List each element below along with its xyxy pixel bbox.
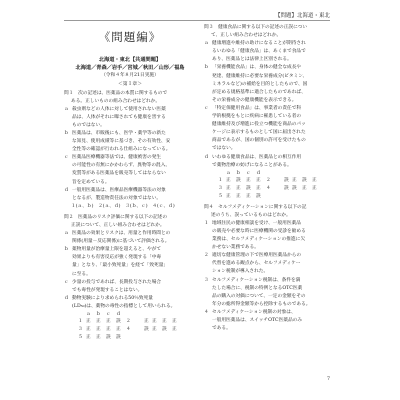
answer-cell: 正 <box>96 319 101 325</box>
answer-choices: １(ａ、ｂ) ２(ａ、ｄ) ３(ｂ、ｃ) ４(ｃ、ｄ) <box>71 203 175 209</box>
answer-cell: ５ <box>78 335 83 341</box>
option-d <box>204 154 330 170</box>
answer-cell: 誤 <box>302 177 307 183</box>
option-b <box>64 130 196 154</box>
question-2 <box>64 214 196 342</box>
answer-cell: 正 <box>236 185 241 191</box>
chapter-label: ＜第１章＞ <box>118 81 142 87</box>
option-mark: ２ <box>204 253 209 259</box>
option-text: 量」となり、「最小致死量」を経て「致死量」 <box>72 263 169 269</box>
answer-col-label: ｄ <box>256 170 261 176</box>
option-a <box>64 106 196 130</box>
option-mark: ｃ <box>64 155 69 161</box>
question-3 <box>204 24 330 201</box>
answer-cell: 誤 <box>116 335 121 341</box>
answer-cell: 正 <box>172 327 177 333</box>
answer-cell: 誤 <box>292 185 297 191</box>
option-text: 一般用医薬品は、医療品医療機器等法の対象 <box>72 187 166 193</box>
option-c <box>64 279 196 295</box>
question-stem: 正誤について、正しい組み合わせはどれか。 <box>71 223 165 228</box>
option-text: 学的根拠をもとに疾病に罹患している者の <box>212 114 302 120</box>
answer-cell: ３ <box>218 185 223 191</box>
answer-cell: 正 <box>256 185 261 191</box>
answer-col-label: ｄ <box>116 312 121 318</box>
answer-cell: ５ <box>218 193 223 199</box>
answer-col-label: ａ <box>226 170 231 176</box>
option-text: 効果よりも有害反応が強く発現する「中毒 <box>72 255 162 261</box>
answer-cell: 誤 <box>106 335 111 341</box>
option-text: ケージに表示するものとして国に届出された <box>212 130 306 136</box>
right-column <box>204 24 330 333</box>
question-stem: 問１ 次の記述は、医薬品の本質に関するもので <box>64 90 168 96</box>
answer-cell: 正 <box>116 327 121 333</box>
option-text: かせない業務である。 <box>212 245 259 251</box>
option-mark: ｃ <box>64 279 69 285</box>
answer-col-label: ｂ <box>236 170 241 176</box>
header-rule <box>64 20 330 21</box>
option-4 <box>204 309 330 333</box>
option-mark: ｃ <box>204 105 209 111</box>
answer-cell: ２ <box>126 319 131 325</box>
option-text: 代替を進める観点から、セルフメディケー <box>212 261 301 267</box>
option-text: 業務は、セルフメディケーションの推進に欠 <box>212 237 306 243</box>
option-text: いわゆる健康食品は、医薬品との相互作用 <box>212 154 302 160</box>
answer-cell: 正 <box>226 193 231 199</box>
answer-table-row <box>218 177 330 185</box>
answer-cell: １ <box>218 177 223 183</box>
option-text: 全性等の確認が行われる仕組みになっている。 <box>72 147 171 153</box>
answer-cell: 正 <box>162 319 167 325</box>
answer-cell: 正 <box>302 185 307 191</box>
answer-cell: 正 <box>312 185 317 191</box>
option-b <box>64 246 196 278</box>
answer-cell: 正 <box>312 177 317 183</box>
answer-cell: 誤 <box>284 185 289 191</box>
left-column <box>64 24 196 342</box>
answer-col-label: ｃ <box>106 312 111 318</box>
option-text: 地域住民の健康相談を受け、一般用医薬品 <box>212 220 301 226</box>
option-mark: ｂ <box>64 247 69 253</box>
option-text: その栄養成分の健康機能を表示できる。 <box>212 97 297 103</box>
option-3 <box>204 277 330 309</box>
option-mark: ｄ <box>64 187 69 193</box>
option-text: 年分の総所得金額等から控除するものである。 <box>212 301 311 307</box>
option-text: 品の購入の対価について、一定の金額をその <box>212 293 306 299</box>
option-text: 動物実験により求められる50％致死量 <box>72 295 153 301</box>
option-text: あり、医薬品とは法律上区別される。 <box>212 57 292 63</box>
option-text: 変質等がある医薬品を販売等してはならない <box>72 171 166 177</box>
option-text: となるが、製造物責任法の対象ではない。 <box>72 195 162 201</box>
answer-cell: 正 <box>106 327 111 333</box>
question-stem: ある。正しいものの組み合わせはどれか。 <box>71 98 161 104</box>
answer-cell: 正 <box>292 177 297 183</box>
option-mark: ４ <box>204 309 209 315</box>
option-text: 「特定保健用食品」は、事業者の責任で科 <box>212 105 302 111</box>
option-text: 商品であるが、国の個別の許可を受けたもの <box>212 138 306 144</box>
option-text: 品は、人体がそれに曝されても健康を害する <box>72 114 166 120</box>
answer-cell: 正 <box>246 193 251 199</box>
option-text: セルフメディケーション税制は、条件を満 <box>212 277 301 283</box>
answer-cell: 正 <box>152 319 157 325</box>
option-d <box>64 187 196 203</box>
option-a <box>64 230 196 246</box>
answer-cell: 正 <box>86 335 91 341</box>
option-text: ではない。 <box>212 146 236 152</box>
answer-cell: ２ <box>266 177 271 183</box>
answer-col-label: ｂ <box>96 312 101 318</box>
option-text: セルフメディケーション税制の対象は、 <box>212 309 296 315</box>
answer-table-header <box>86 311 196 318</box>
answer-cell: ４ <box>126 327 131 333</box>
running-header: 【問題】北海道・東北 <box>275 13 330 19</box>
option-text: ものではない。 <box>72 122 105 128</box>
answer-cell: 誤 <box>256 193 261 199</box>
question-stem: て、正しい組み合わせはどれか。 <box>211 33 282 39</box>
option-text: 殺虫剤などの人体に対して使用されない医薬 <box>72 106 166 112</box>
answer-table-row <box>218 193 330 201</box>
option-text: 関係(用量－反応関係)に基づいて評価される。 <box>72 239 170 245</box>
option-text: の販売や必要な時に医療機関の受診を勧める <box>212 228 306 234</box>
answer-cell: 正 <box>106 319 111 325</box>
answer-table-row <box>78 326 196 334</box>
region-title: 北海道・東北【共通問題】 <box>98 57 162 63</box>
option-c <box>204 105 330 154</box>
answer-table-row <box>218 185 330 193</box>
option-1 <box>204 220 330 252</box>
option-text: 発達、健康維持に必要な栄養成分(ビタミン、 <box>212 73 308 79</box>
answer-cell: 誤 <box>162 327 167 333</box>
page-number: 7 <box>326 376 330 382</box>
answer-col-label: ｃ <box>246 170 251 176</box>
answer-table-row <box>78 318 196 326</box>
option-c <box>64 154 196 186</box>
question-4 <box>204 204 330 334</box>
answer-cell: 誤 <box>284 177 289 183</box>
answer-cell: 誤 <box>236 177 241 183</box>
answer-cell: 正 <box>96 327 101 333</box>
option-mark: ｂ <box>204 65 209 71</box>
option-text: である。 <box>212 326 231 332</box>
option-text: 少量の投与であれば、長期投与された場合 <box>72 279 162 285</box>
answer-cell: 正 <box>226 177 231 183</box>
option-text: 健康維持及び増進に役立つ機能を商品のパッ <box>212 122 306 128</box>
option-text: 医薬品医療機器等法では、健康被害の発生 <box>72 155 162 161</box>
option-text: な知見、使用成績等に基づき、その有効性、安 <box>72 139 171 145</box>
option-text: ミネラルなど)の補給を目的としたもので、国 <box>212 81 308 87</box>
answer-table-header <box>226 170 330 177</box>
answer-cell: 誤 <box>144 327 149 333</box>
option-text: 一般用医薬品は、スイッチOTC医薬品のみ <box>212 318 303 323</box>
answer-col-label: ａ <box>86 312 91 318</box>
option-text: (LD₅₀)は、薬物の毒性の指標として用いられる。 <box>72 303 176 309</box>
answer-cell: 正 <box>226 185 231 191</box>
option-mark: ３ <box>204 277 209 283</box>
option-d <box>64 295 196 311</box>
answer-cell: 正 <box>86 327 91 333</box>
answer-cell: 正 <box>86 319 91 325</box>
answer-cell: 正 <box>236 193 241 199</box>
exam-date: （令和４年８月21日実施） <box>101 73 159 78</box>
answer-cell: 正 <box>144 319 149 325</box>
answer-table-row <box>78 334 196 342</box>
option-text: 医薬品の効果とリスクは、用量と作用時間との <box>72 231 171 237</box>
option-mark: ａ <box>204 41 209 47</box>
option-mark: ａ <box>64 231 69 237</box>
option-2 <box>204 252 330 276</box>
answer-cell: 正 <box>246 177 251 183</box>
option-a <box>204 40 330 64</box>
option-mark: ｄ <box>204 154 209 160</box>
option-text: でも毒性が発現することはない。 <box>72 287 143 293</box>
answer-cell: 正 <box>172 319 177 325</box>
option-text: の可能性の有無にかかわらず、異物等の混入、 <box>72 163 171 169</box>
answer-cell: 誤 <box>246 185 251 191</box>
answer-cell: 正 <box>152 327 157 333</box>
question-stem: 問２ 医薬品のリスク評価に関する以下の記述の <box>64 214 168 220</box>
edition-title: 《問題編》 <box>98 30 162 44</box>
option-text: に至る。 <box>72 271 91 277</box>
option-mark: ｄ <box>64 295 69 301</box>
option-mark: ｂ <box>64 130 69 136</box>
option-text: が定める規格基準に適合したものであれば、 <box>212 89 306 95</box>
option-text: 旨を定めている。 <box>72 179 110 185</box>
option-mark: ａ <box>64 106 69 112</box>
option-text: で薬物治療の妨げになることがある。 <box>212 162 292 168</box>
question-stem: 問３ 健康食品に関する以下の記述の正誤につい <box>204 25 308 30</box>
option-text: 薬物用量が治療量上限を超えると、やがて <box>72 247 162 253</box>
answer-cell: ３ <box>78 327 83 333</box>
option-text: 「栄養機能食品」は、身体の健全な成長や <box>212 65 302 71</box>
answer-cell: １ <box>78 319 83 325</box>
option-mark: １ <box>204 220 209 226</box>
option-text: 健康増進や維持の助けになることが期待され <box>212 41 306 47</box>
question-1 <box>64 90 196 211</box>
option-text: 適切な健康管理の下で医療用医薬品からの <box>212 253 302 259</box>
option-text: るいわゆる「健康食品」は、あくまで食品で <box>212 49 306 55</box>
answer-cell: 正 <box>96 335 101 341</box>
option-text: ション税制が導入された。 <box>212 269 269 275</box>
answer-cell: 誤 <box>116 319 121 325</box>
question-stem: 述のうち、誤っているものはどれか。 <box>211 212 291 218</box>
option-b <box>204 64 330 104</box>
question-stem: 問４ セルフメディケーションに関する以下の記 <box>204 204 307 210</box>
option-text: 医薬品は、市販後にも、医学・薬学等の新た <box>72 130 166 136</box>
answer-cell: ４ <box>266 185 271 191</box>
option-text: たした場合に、税制の特例となるOTC医薬 <box>212 285 303 291</box>
region-prefectures: 北海道／青森／岩手／宮城／秋田／山形／福島 <box>75 64 185 71</box>
answer-cell: 正 <box>256 177 261 183</box>
